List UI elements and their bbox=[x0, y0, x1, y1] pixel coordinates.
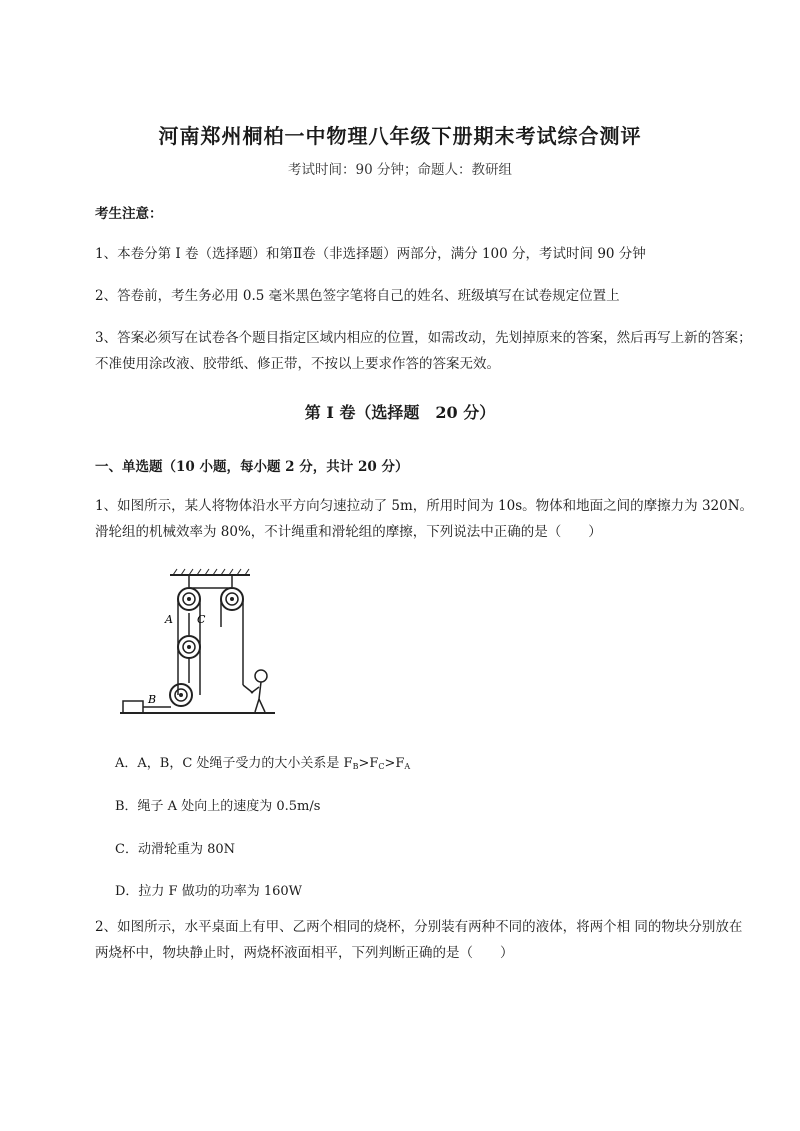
pulley-system-figure bbox=[115, 565, 285, 720]
section-title: 第 I 卷（选择题 20 分） bbox=[304, 403, 496, 422]
question-1-option-a bbox=[115, 752, 410, 771]
option-a-sub-a: A bbox=[404, 762, 411, 771]
notice-item-1: 1、本卷分第 I 卷（选择题）和第Ⅱ卷（非选择题）两部分，满分 100 分，考试时间 90 分钟 bbox=[95, 246, 646, 262]
block bbox=[123, 701, 143, 713]
notice-item-2: 2、答卷前，考生务必用 0.5 毫米黑色签字笔将自己的姓名、班级填写在试卷规定位置上 bbox=[95, 288, 620, 304]
part-heading: 一、单选题（10 小题，每小题 2 分，共计 20 分） bbox=[95, 459, 409, 475]
question-2-text: 2、如图所示，水平桌面上有甲、乙两个相同的烧杯，分别装有两种不同的液体，将两个相 同的物块分别放在两烧杯中，物块静止时，两烧杯液面相平，下列判断正确的是（ ） bbox=[95, 919, 743, 961]
fixed-pulley-right bbox=[221, 588, 243, 610]
option-a-gt2: >F bbox=[384, 756, 405, 771]
question-1-option-b: B．绳子 A 处向上的速度为 0.5m/s bbox=[115, 799, 321, 814]
question-1-text: 1、如图所示，某人将物体沿水平方向匀速拉动了 5m，所用时间为 10s。物体和地面之间的摩擦力为 320N。滑轮组的机械效率为 80%，不计绳重和滑轮组的摩擦，下列说法中正确的是（ ） bbox=[95, 498, 754, 540]
label-a: A bbox=[165, 613, 173, 626]
fixed-pulley-left bbox=[178, 588, 200, 610]
exam-subtitle: 考试时间：90 分钟；命题人：教研组 bbox=[288, 162, 512, 178]
movable-pulley-middle bbox=[178, 636, 200, 658]
exam-title: 河南郑州桐柏一中物理八年级下册期末考试综合测评 bbox=[158, 124, 642, 148]
option-a-text: A．A，B，C 处绳子受力的大小关系是 F bbox=[115, 756, 353, 771]
person-figure bbox=[251, 670, 267, 712]
question-1-option-c: C．动滑轮重为 80N bbox=[115, 842, 235, 857]
notice-heading: 考生注意： bbox=[95, 206, 163, 222]
option-a-gt1: >F bbox=[358, 756, 379, 771]
question-1-option-d: D．拉力 F 做功的功率为 160W bbox=[115, 884, 303, 899]
label-c: C bbox=[197, 613, 206, 626]
movable-pulley-bottom bbox=[170, 684, 192, 706]
notice-item-3: 3、答案必须写在试卷各个题目指定区域内相应的位置，如需改动，先划掉原来的答案，然后再写上新的答案；不准使用涂改液、胶带纸、修正带，不按以上要求作答的答案无效。 bbox=[95, 330, 752, 372]
option-a-sub-b: B bbox=[352, 762, 359, 771]
option-a-sub-c: C bbox=[378, 762, 385, 771]
label-b: B bbox=[148, 693, 157, 706]
